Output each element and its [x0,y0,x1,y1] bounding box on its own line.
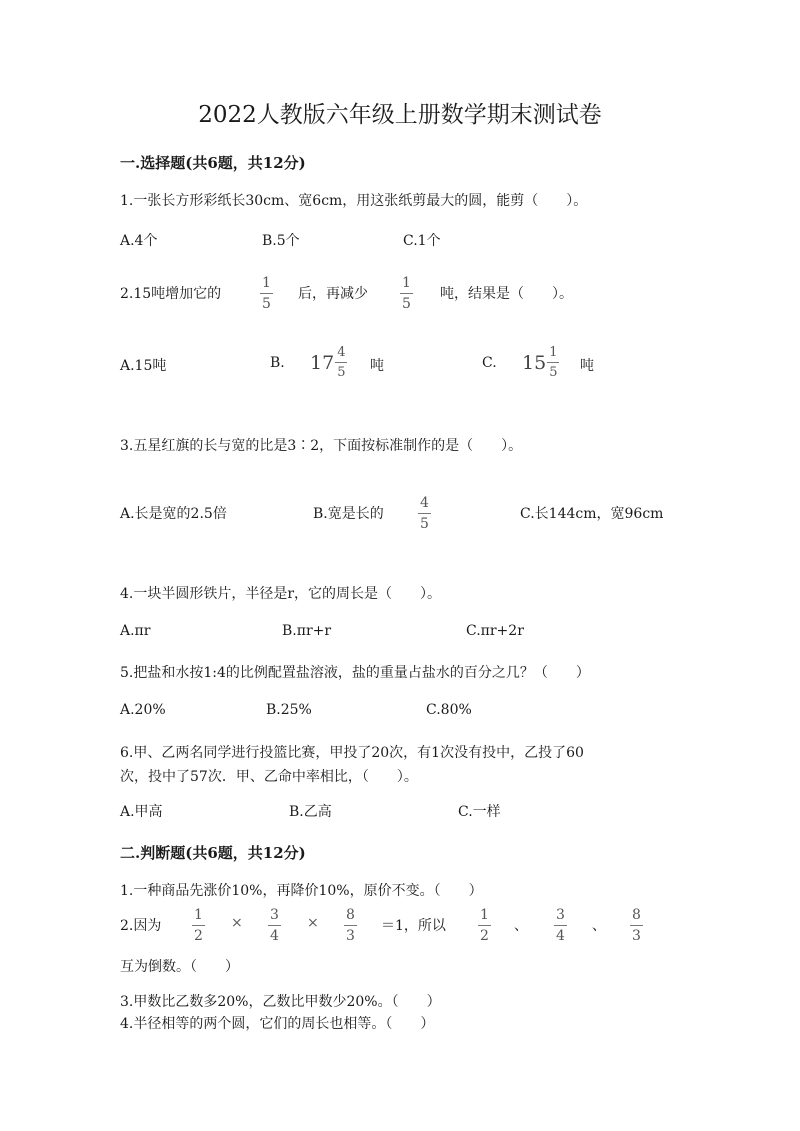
fraction-numerator: 1 [262,275,271,291]
question-6-line-2: 次，投中了57次．甲、乙命中率相比，（ ）。 [120,769,418,785]
question-4-option-a: A.πr [120,623,151,639]
judgment-3-text: 3.甲数比乙数多20%，乙数比甲数少20%。（ ） [120,994,441,1010]
fraction-numerator: 3 [270,907,279,923]
question-6-option-c: C.一样 [458,804,501,820]
question-3-option-c: C.长144cm，宽96cm [520,506,664,522]
mixed-fraction [547,346,559,379]
question-1-option-a: A.4个 [120,233,158,249]
mixed-fraction [335,346,347,379]
fraction-denominator: 2 [478,925,491,943]
fraction-denominator: 5 [547,362,559,379]
question-3-option-b: B.宽是长的 [313,506,384,522]
question-5-text: 5.把盐和水按1:4的比例配置盐溶液，盐的重量占盐水的百分之几？（ ） [120,665,590,681]
page-title: 2022人教版六年级上册数学期末测试卷 [198,102,602,128]
judgment-4-text: 4.半径相等的两个圆，它们的周长也相等。（ ） [120,1016,435,1032]
fraction-numerator: 1 [480,907,489,923]
section-heading-choice: 一.选择题(共6题，共12分) [120,154,306,172]
judgment-2-prefix: 2.因为 [120,918,162,934]
fraction-numerator: 8 [632,907,641,923]
question-5-option-c: C.80% [426,702,472,718]
question-2-fraction-1 [260,276,273,311]
judgment-2-reciprocal-2 [554,908,567,943]
question-1-text: 1.一张长方形彩纸长30cm、宽6cm，用这张纸剪最大的圆，能剪（ ）。 [120,193,588,209]
mixed-whole: 15 [522,351,547,374]
judgment-2-separator-1: 、 [514,918,528,934]
fraction-denominator: 5 [260,293,273,311]
fraction-numerator: 3 [556,907,565,923]
judgment-2-times-1: × [231,915,243,931]
fraction-denominator: 2 [192,925,205,943]
judgment-2-separator-2: 、 [592,918,606,934]
judgment-2-suffix: 互为倒数。（ ） [120,959,239,975]
fraction-numerator: 1 [402,275,411,291]
question-1-option-b: B.5个 [262,233,300,249]
judgment-2-reciprocal-3 [630,908,643,943]
judgment-1-text: 1.一种商品先涨价10%，再降价10%，原价不变。（ ） [120,883,483,899]
question-2-part1: 2.15吨增加它的 [120,286,222,302]
question-6-line-1: 6.甲、乙两名同学进行投篮比赛，甲投了20次，有1次没有投中，乙投了60 [120,745,584,761]
fraction-denominator: 5 [335,362,347,379]
question-2-part2: 后，再减少 [298,286,368,302]
fraction-denominator: 5 [400,293,413,311]
question-3-option-a: A.长是宽的2.5倍 [120,506,227,522]
judgment-2-fraction-1 [192,908,205,943]
fraction-numerator: 1 [549,345,558,360]
judgment-2-fraction-2 [268,908,281,943]
question-3-text: 3.五星红旗的长与宽的比是3∶2，下面按标准制作的是（ ）。 [120,438,523,454]
question-2-option-c-mixed-number [522,346,559,379]
question-5-option-b: B.25% [266,702,312,718]
question-1-option-c: C.1个 [403,233,441,249]
question-2-option-b-unit: 吨 [370,358,384,374]
fraction-denominator: 4 [268,925,281,943]
judgment-2-fraction-3 [344,908,357,943]
section-heading-judgment: 二.判断题(共6题，共12分) [120,844,306,862]
question-2-part3: 吨，结果是（ ）。 [440,286,573,302]
judgment-2-reciprocal-1 [478,908,491,943]
judgment-2-times-2: × [307,915,319,931]
mixed-whole: 17 [310,351,335,374]
question-4-option-b: B.πr+r [282,623,332,639]
question-3-option-b-fraction [418,496,431,531]
question-6-option-a: A.甲高 [120,804,163,820]
judgment-2-equals: ＝1，所以 [381,918,446,934]
fraction-numerator: 4 [420,495,429,511]
fraction-numerator: 4 [337,345,346,360]
question-2-option-b-mixed-number [310,346,347,379]
question-5-option-a: A.20% [120,702,166,718]
fraction-denominator: 3 [344,925,357,943]
fraction-denominator: 4 [554,925,567,943]
question-2-option-c-label: C. [482,355,497,371]
question-2-option-b-label: B. [270,355,285,371]
fraction-denominator: 5 [418,513,431,531]
fraction-denominator: 3 [630,925,643,943]
question-2-fraction-2 [400,276,413,311]
fraction-numerator: 8 [346,907,355,923]
fraction-numerator: 1 [194,907,203,923]
question-6-option-b: B.乙高 [289,804,332,820]
question-4-option-c: C.πr+2r [466,623,524,639]
question-4-text: 4.一块半圆形铁片，半径是r，它的周长是（ ）。 [120,586,442,602]
question-2-option-c-unit: 吨 [580,358,594,374]
question-2-option-a: A.15吨 [120,358,167,374]
